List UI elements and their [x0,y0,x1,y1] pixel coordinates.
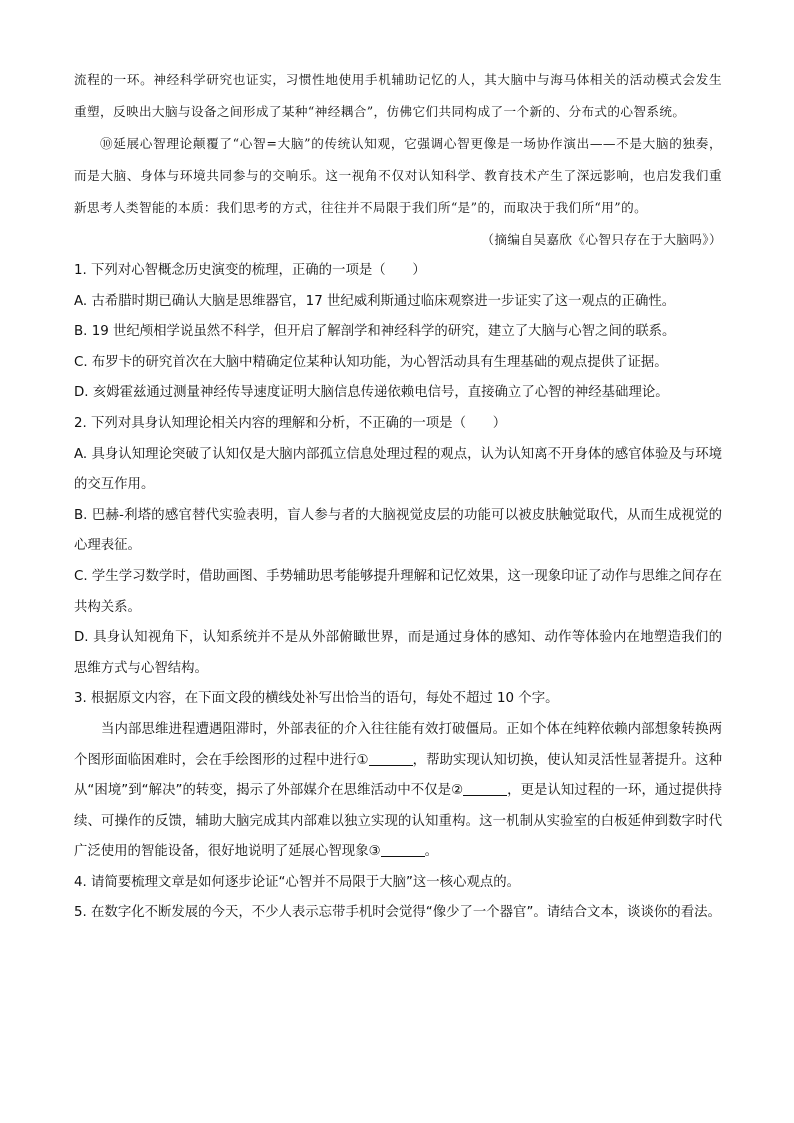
question-4-stem: 4. 请简要梳理文章是如何逐步论证“心智并不局限于大脑”这一核心观点的。 [74,874,521,890]
question-1-stem: 1. 下列对心智概念历史演变的梳理，正确的一项是（ ） [74,263,426,278]
question-2-option-c: C. 学生学习数学时，借助画图、手势辅助思考能够提升理解和记忆效果，这一现象印证了动作与思维之间存在共构关系。 [74,568,722,615]
question-1-option-d: D. 亥姆霍兹通过测量神经传导速度证明大脑信息传递依赖电信号，直接确立了心智的神经基础理论。 [74,385,669,401]
questions-section [74,256,722,929]
question-3-stem: 3. 根据原文内容，在下面文段的横线处补写出恰当的语句，每处不超过 10 个字。 [74,691,559,707]
question-3-text-3: ，更是认知过程的一环，通过提供持续、可操作的反馈，辅助大脑完成其内部难以独立实现的认知重构。这一机制从实验室的白板延伸到数字时代广泛使用的智能设备，很好地说明了延展心智现象③ [74,783,722,860]
question-2-stem: 2. 下列对具身认知理论相关内容的理解和分析，不正确的一项是（ ） [74,415,507,431]
passage-paragraph-continued: 流程的一环。神经科学研究也证实，习惯性地使用手机辅助记忆的人，其大脑中与海马体相关的活动模式会发生重塑，反映出大脑与设备之间形成了某种“神经耦合”，仿佛它们共同构成了一个新的、分布式的心智系统。 [74,72,722,119]
blank-1[interactable] [369,751,413,765]
question-3-text-1: 当内部思维进程遭遇阻滞时，外部表征的介入往往能有效打破僵局。正如个体在纯粹依赖内部想象转换两个图形面临困难时，会在手绘图形的过程中进行① [74,721,722,768]
reading-passage [74,64,722,256]
blank-2[interactable] [463,782,507,796]
question-2-option-b: B. 巴赫-利塔的感官替代实验表明，盲人参与者的大脑视觉皮层的功能可以被皮肤触觉取代，从而生成视觉的心理表征。 [74,507,722,554]
passage-paragraph-10: ⑩延展心智理论颠覆了“心智=大脑”的传统认知观，它强调心智更像是一场协作演出——不是大脑的独奏，而是大脑、身体与环境共同参与的交响乐。这一视角不仅对认知科学、教育技术产生了深远影响，也启发我们重新思考人类智能的本质：我们思考的方式，往往并不局限于我们所“是”的，而取决于我们所“用”的。 [74,136,722,215]
exam-page [74,64,722,929]
question-2-option-a: A. 具身认知理论突破了认知仅是大脑内部孤立信息处理过程的观点，认为认知离不开身体的感官体验及与环境的交互作用。 [74,446,722,493]
blank-3[interactable] [381,843,425,857]
question-1-option-a: A. 古希腊时期已确认大脑是思维器官，17 世纪威利斯通过临床观察进一步证实了这一观点的正确性。 [74,293,676,309]
question-3-text-4: 。 [424,844,438,860]
question-1-option-c: C. 布罗卡的研究首次在大脑中精确定位某种认知功能，为心智活动具有生理基础的观点提供了证据。 [74,354,668,370]
question-3-text-2: ，帮助实现认知切换，使认知灵活性显著提升。这种从“困境”到“解决”的转变，揭示了外部媒介在思维活动中不仅是② [74,752,722,799]
question-3-passage [74,715,722,868]
passage-source: （摘编自吴嘉欣《心智只存在于大脑吗》） [481,232,722,247]
question-2-option-d: D. 具身认知视角下，认知系统并不是从外部俯瞰世界，而是通过身体的感知、动作等体验内在地塑造我们的思维方式与心智结构。 [74,630,722,676]
question-1-option-b: B. 19 世纪颅相学说虽然不科学，但开启了解剖学和神经科学的研究，建立了大脑与心智之间的联系。 [74,324,676,340]
question-5-stem: 5. 在数字化不断发展的今天，不少人表示忘带手机时会觉得“像少了一个器官”。请结合文本，谈谈你的看法。 [74,905,721,921]
